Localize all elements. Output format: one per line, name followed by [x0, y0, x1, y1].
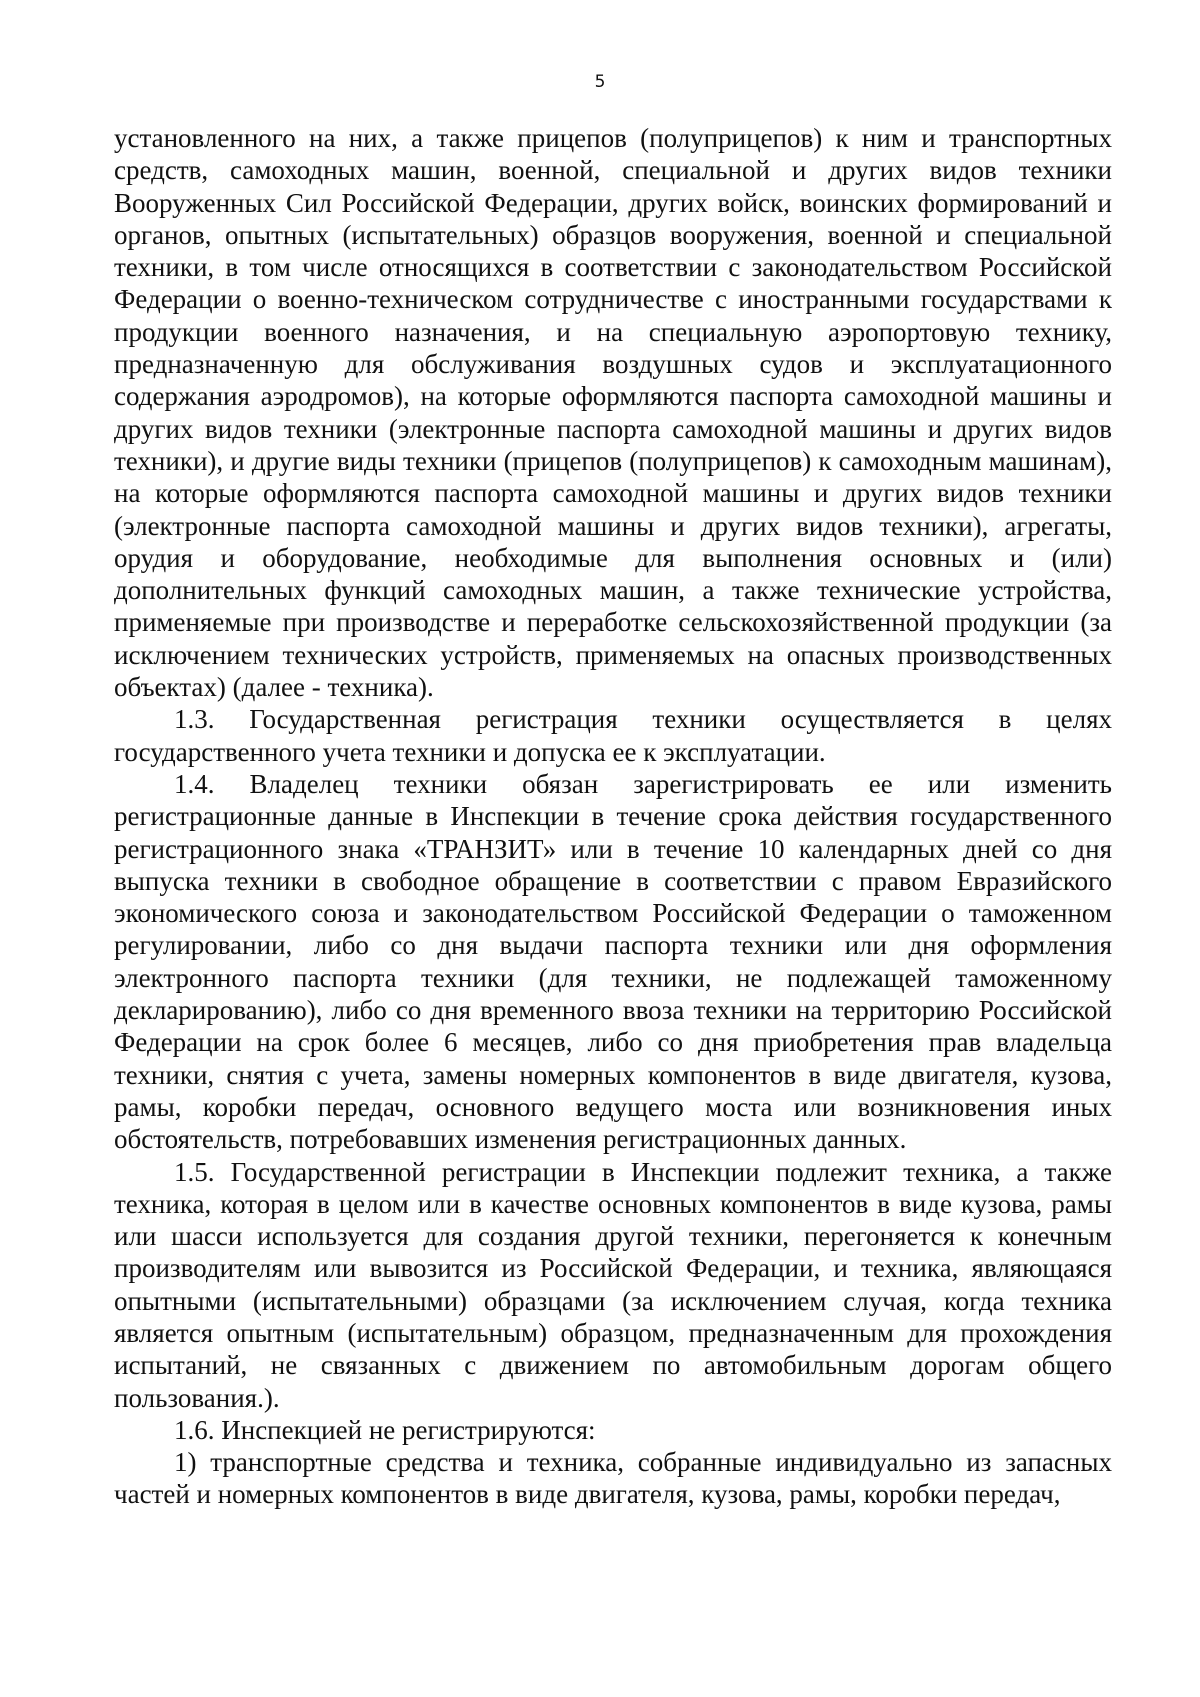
- document-body: [114, 122, 1112, 1511]
- paragraph-1-5: 1.5. Государственной регистрации в Инспекции подлежит техника, а также техника, которая в целом или в качестве основных компонентов в виде кузова, рамы или шасси используется для создания другой техники, перегоняется к конечным производителям или вывозится из Российской Федерации, и техника, являющаяся опытными (испытательными) образцами (за исключением случая, когда техника является опытным (испытательным) образцом, предназначенным для прохождения испытаний, не связанных с движением по автомобильным дорогам общего пользования.).: [114, 1156, 1112, 1413]
- paragraph-list-item-1: 1) транспортные средства и техника, собранные индивидуально из запасных частей и номерных компонентов в виде двигателя, кузова, рамы, коробки передач,: [114, 1447, 1112, 1510]
- paragraph-1-6: 1.6. Инспекцией не регистрируются:: [174, 1414, 596, 1445]
- paragraph-1-4: 1.4. Владелец техники обязан зарегистрировать ее или изменить регистрационные данные в Инспекции в течение срока действия государственного регистрационного знака «ТРАНЗИТ» или в течение 10 календарных дней со дня выпуска техники в свободное обращение в соответствии с правом Евразийского экономического союза и законодательством Российской Федерации о таможенном регулировании, либо со дня выдачи паспорта техники или дня оформления электронного паспорта техники (для техники, не подлежащей таможенному декларированию), либо со дня временного ввоза техники на территорию Российской Федерации на срок более 6 месяцев, либо со дня приобретения прав владельца техники, снятия с учета, замены номерных компонентов в виде двигателя, кузова, рамы, коробки передач, основного ведущего моста или возникновения иных обстоятельств, потребовавших изменения регистрационных данных.: [114, 768, 1112, 1155]
- page-number: 5: [594, 72, 606, 92]
- paragraph-continuation: установленного на них, а также прицепов (полуприцепов) к ним и транспортных средств, самоходных машин, военной, специальной и других видов техники Вооруженных Сил Российской Федерации, других войск, воинских формирований и органов, опытных (испытательных) образцов вооружения, военной и специальной техники, в том числе относящихся в соответствии с законодательством Российской Федерации о военно-техническом сотрудничестве с иностранными государствами к продукции военного назначения, и на специальную аэропортовую технику, предназначенную для обслуживания воздушных судов и эксплуатационного содержания аэродромов), на которые оформляются паспорта самоходной машины и других видов техники (электронные паспорта самоходной машины и других видов техники), и другие виды техники (прицепов (полуприцепов) к самоходным машинам), на которые оформляются паспорта самоходной машины и других видов техники (электронные паспорта самоходной машины и других видов техники), агрегаты, орудия и оборудование, необходимые для выполнения основных и (или) дополнительных функций самоходных машин, а также технические устройства, применяемые при производстве и переработке сельскохозяйственной продукции (за исключением технических устройств, применяемых на опасных производственных объектах) (далее - техника).: [114, 123, 1112, 703]
- paragraph-1-3: 1.3. Государственная регистрация техники осуществляется в целях государственного учета техники и допуска ее к эксплуатации.: [114, 704, 1112, 767]
